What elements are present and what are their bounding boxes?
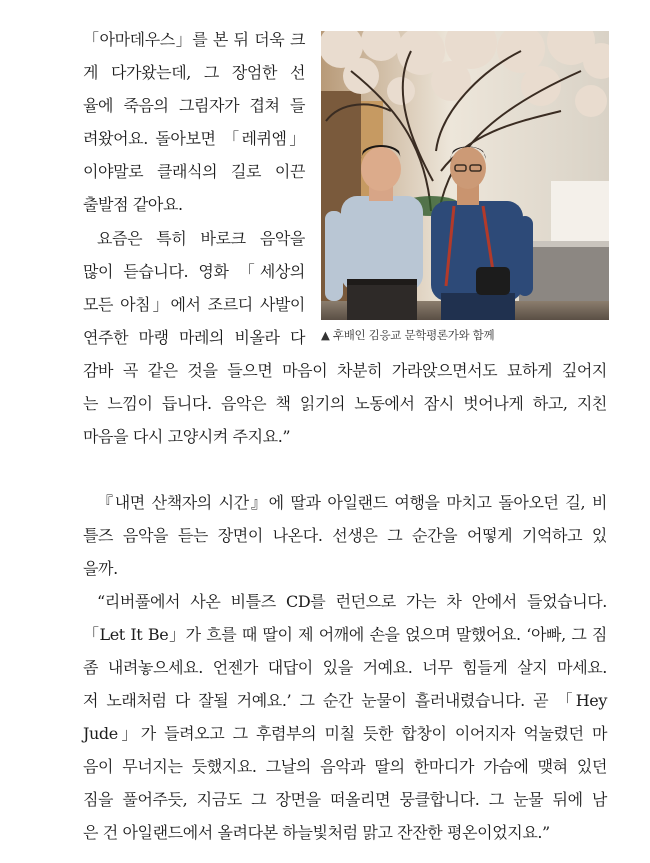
- text-line: 음이 무너지는 듯했지요. 그날의 음악과 딸의 한마디가 가슴에 맺혀 있던: [83, 757, 607, 776]
- text-line: 게 다가왔는데, 그 장엄한 선: [83, 63, 305, 82]
- text-line: 이야말로 클래식의 길로 이끈: [83, 162, 305, 181]
- text-line: 좀 내려놓으세요. 언젠가 대답이 있을 거예요. 너무 힘들게 살지 마세요.: [83, 658, 607, 677]
- text-line: 짐을 풀어주듯, 지금도 그 장면을 떠올리면 뭉클합니다. 그 눈물 뒤에 남: [83, 790, 607, 809]
- text-line: 감바 곡 같은 것을 들으면 마음이 차분히 가라앉으면서도 묘하게 깊어지: [83, 361, 607, 380]
- text-line: Jude」가 들려오고 그 후렴부의 미칠 듯한 합창이 이어지자 억눌렸던 마: [83, 724, 607, 743]
- text-line: 모든 아침」에서 조르디 사발이: [83, 295, 305, 314]
- text-line: 은 건 아일랜드에서 올려다본 하늘빛처럼 맑고 잔잔한 평온이었지요.”: [83, 823, 550, 842]
- text-line: 저 노래처럼 다 잘될 거예요.’ 그 순간 눈물이 흘러내렸습니다. 곧 「Hey: [83, 691, 607, 710]
- text-line: 을까.: [83, 559, 118, 578]
- text-line: 「아마데우스」를 본 뒤 더욱 크: [83, 30, 305, 49]
- text-line: 율에 죽음의 그림자가 겹쳐 들: [83, 96, 305, 115]
- text-line: 요즘은 특히 바로크 음악을: [97, 229, 305, 248]
- text-line: 틀즈 음악을 듣는 장면이 나온다. 선생은 그 순간을 어떻게 기억하고 있: [83, 526, 607, 545]
- text-line: 출발점 같아요.: [83, 195, 183, 214]
- photo-caption: ▲ 후배인 김응교 문학평론가와 함께: [321, 328, 495, 342]
- text-line: 는 느낌이 듭니다. 음악은 책 읽기의 노동에서 잠시 벗어나게 하고, 지친: [83, 394, 607, 413]
- text-line: 마음을 다시 고양시켜 주지요.”: [83, 427, 291, 446]
- text-line: 연주한 마랭 마레의 비올라 다: [83, 328, 305, 347]
- text-line: 많이 듣습니다. 영화 「세상의: [83, 262, 305, 281]
- text-line: “리버풀에서 사온 비틀즈 CD를 런던으로 가는 차 안에서 들었습니다.: [97, 592, 607, 611]
- text-line: 려왔어요. 돌아보면 「레퀴엠」: [83, 129, 305, 148]
- text-line: 「Let It Be」가 흐를 때 딸이 제 어깨에 손을 얹으며 말했어요. ‘아빠, 그 짐: [83, 625, 607, 644]
- photo-two-men: [321, 31, 609, 320]
- text-line: 『내면 산책자의 시간』에 딸과 아일랜드 여행을 마치고 돌아오던 길, 비: [97, 493, 607, 512]
